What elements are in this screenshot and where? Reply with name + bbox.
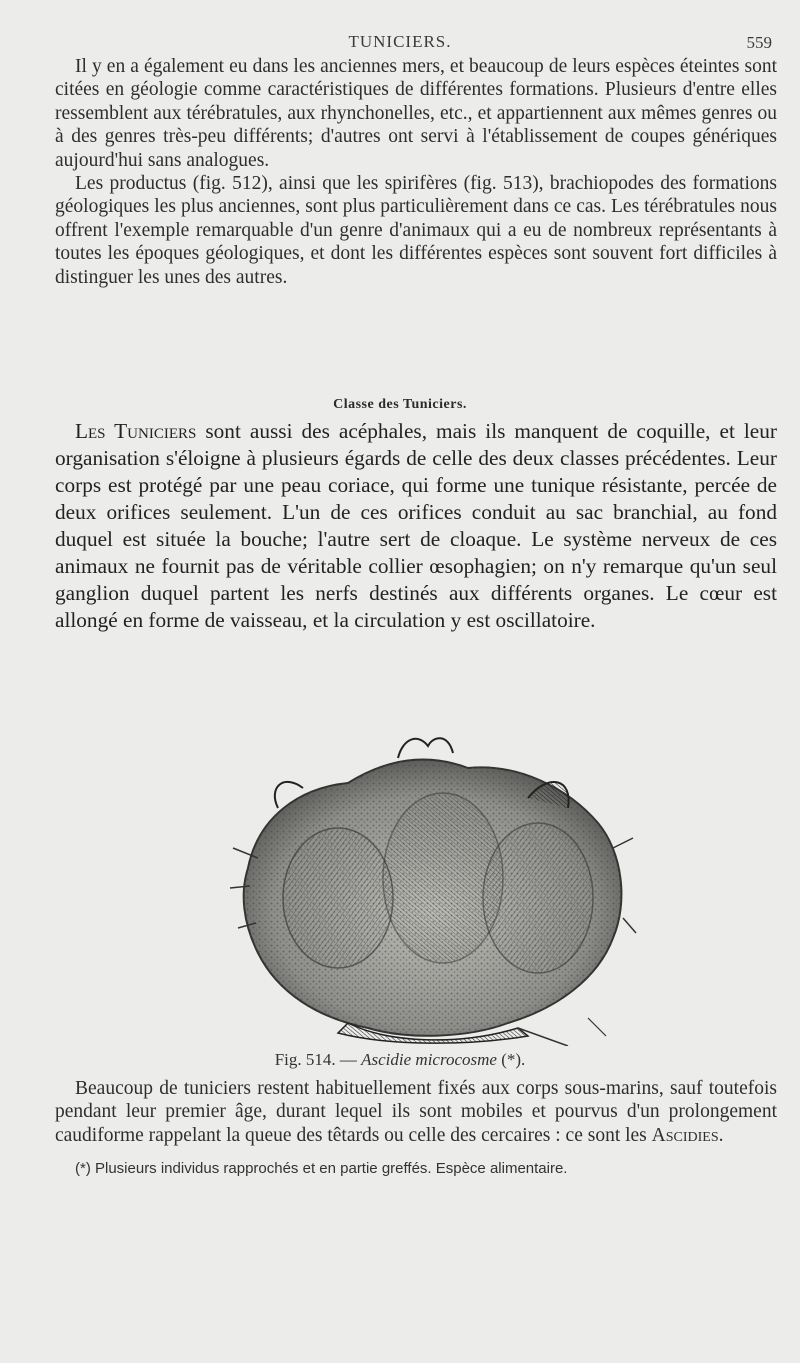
tuniciers-body: sont aussi des acéphales, mais ils manquent de coquille, et leur organisation s'éloigne à plusieurs égards de celle des deux classes précédentes. Leur corps est protégé par une peau coriace, qui forme une tunique résistante, percée de deux orifices seulement. L'un de ces orifices conduit au sac branchial, au fond duquel est située la bouche; l'autre sert de cloaque. Le système nerveux de ces animaux ne fournit pas de véritable collier œsophagien; on n'y remarque qu'un seul ganglion duquel partent les nerfs destinés aux différents organes. Le cœur est allongé en forme de vaisseau, et la circulation y est oscillatoire. bbox=[55, 419, 778, 632]
tuniciers-text bbox=[55, 418, 777, 634]
after-paragraph bbox=[55, 1077, 777, 1147]
figure-title: Ascidie microcosme bbox=[361, 1050, 497, 1069]
figure-note-ref: (*). bbox=[501, 1050, 526, 1069]
after-paragraph-body: Beaucoup de tuniciers restent habituellement fixés aux corps sous-marins, sauf toutefois pendant leur premier âge, durant lequel ils sont mobiles et pourvus d'un prolongement caudiforme rappelant la queue des têtards ou celle des cercaires : ce sont les bbox=[55, 1078, 777, 1146]
intro-text bbox=[55, 55, 777, 289]
after-text bbox=[55, 1077, 777, 1147]
tuniciers-paragraph bbox=[55, 418, 777, 634]
ascidia-engraving bbox=[228, 728, 638, 1046]
figure-caption bbox=[0, 1050, 800, 1070]
running-head: TUNICIERS. bbox=[348, 32, 452, 51]
footnote: (*) Plusieurs individus rapprochés et en partie greffés. Espèce alimentaire. bbox=[75, 1160, 568, 1177]
page-number: 559 bbox=[746, 33, 772, 52]
tuniciers-lead-word: Les Tuniciers bbox=[75, 419, 197, 443]
ascidia-illustration bbox=[228, 728, 638, 1046]
section-title: Classe des Tuniciers. bbox=[333, 397, 467, 412]
ascidies-term: Ascidies. bbox=[651, 1124, 724, 1146]
intro-paragraph-2: Les productus (fig. 512), ainsi que les spirifères (fig. 513), brachiopodes des formations géologiques les plus anciennes, sont plus particulièrement dans ce cas. Les térébratules nous offrent l'exemple remarquable d'un genre d'animaux qui a eu de nombreux représentants à toutes les époques géologiques, et dont les différentes espèces sont souvent fort difficiles à distinguer les unes des autres. bbox=[55, 173, 777, 288]
figure-label: Fig. 514. — bbox=[274, 1050, 357, 1069]
intro-paragraph-1: Il y en a également eu dans les anciennes mers, et beaucoup de leurs espèces éteintes sont citées en géologie comme caractéristiques de différentes formations. Plusieurs d'entre elles ressemblent aux térébratules, aux rhynchonelles, etc., et appartiennent aux mêmes genres ou à des genres très-peu différents; d'autres ont servi à l'établissement de coupes génériques aujourd'hui sans analogues. bbox=[55, 56, 777, 171]
